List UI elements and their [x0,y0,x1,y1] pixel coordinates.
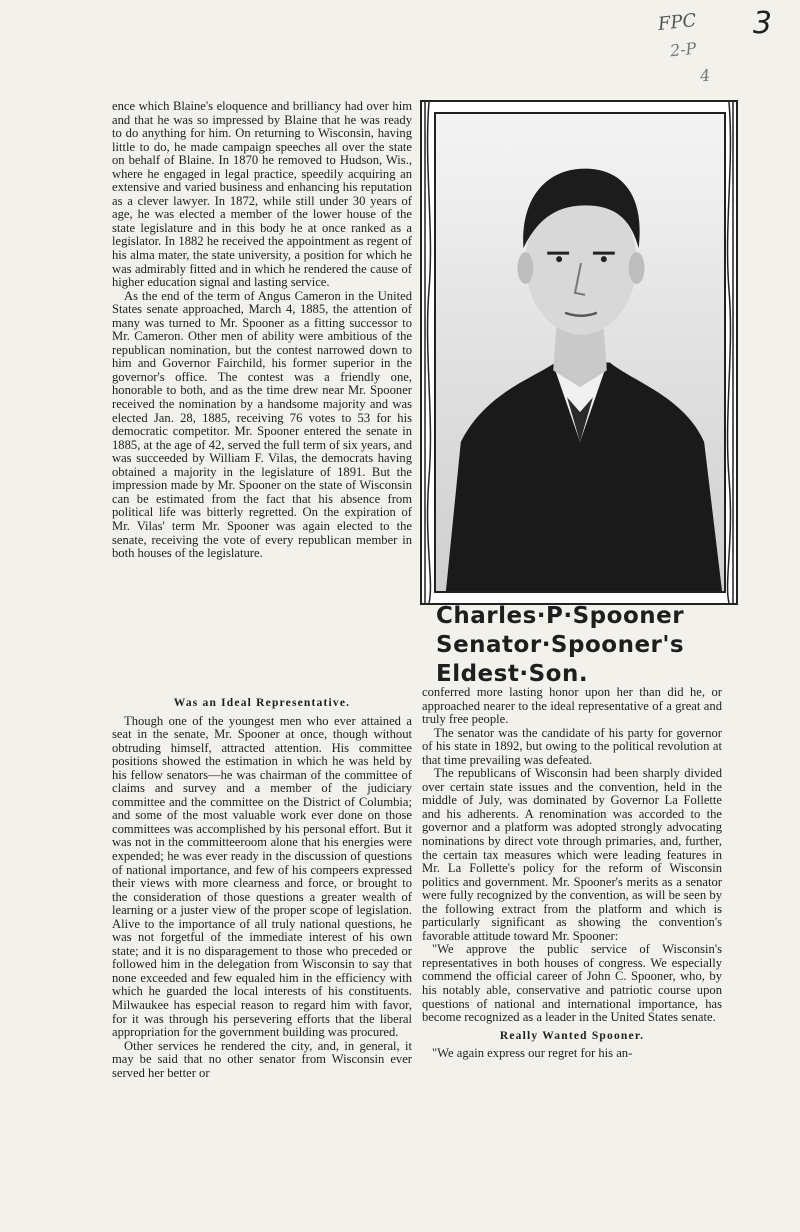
margin-note: 4 [699,65,712,86]
portrait-image [436,114,724,591]
margin-note: FPC [657,10,698,35]
section-heading: Was an Ideal Representative. [173,697,351,709]
article-column-left-bottom [112,692,412,1080]
article-column-left-top [112,100,412,561]
paragraph: "We approve the public service of Wisconsin's representatives in both houses of congress. We especially commend the official career of John C. Spooner, who, by his notably able, conservative and patriotic course upon questions of national and international importance, has become recognized as a leader in the United States senate. [422,942,722,1025]
photo-area [434,112,726,593]
paragraph: As the end of the term of Angus Cameron in the United States senate approached, March 4, 1885, the attention of many was turned to Mr. Spooner as a fitting successor to Mr. Cameron. Other men of ability were ambitious of the republican nomination, but the contest narrowed down to him and Governor Fairchild, his former superior in the governor's office. The contest was a friendly one, honorable to both, and as the time drew near Mr. Spooner received the nomination by a handsome majority and was elected Jan. 28, 1885, receiving 76 votes to 53 for his democratic competitor. Mr. Spooner entered the senate in 1885, at the age of 42, served the full term of six years, and was succeeded by William F. Vilas, the democrats having obtained a majority in the legislature of 1891. But the impression made by Mr. Spooner on the state of Wisconsin can be estimated from the fact that his absence from political life was bitterly regretted. On the expiration of Mr. Vilas' term Mr. Spooner was again elected to the senate, receiving the vote of every republican member in both houses of the legislature. [112,288,412,561]
caption-line: Eldest·Son. [436,661,589,687]
caption-line: Senator·Spooner's [436,632,685,658]
section-heading: Really Wanted Spooner. [499,1029,645,1042]
portrait-photo [420,100,738,605]
page-number: 3 [752,6,772,41]
paragraph: Other services he rendered the city, and, in general, it may be said that no other senator from Wisconsin ever served her better or [112,1038,412,1080]
caption-line: Charles·P·Spooner [436,603,685,629]
paragraph: ence which Blaine's eloquence and brilliancy had over him and that he was so impressed by Blaine that he was ready to do anything for him. On returning to Wisconsin, having little to do, he made campaign speeches all over the state on behalf of Blaine. In 1870 he removed to Hudson, Wis., where he engaged in legal practice, speedily acquiring an extensive and varied business and enhancing his reputation as a clever lawyer. In 1872, while still under 30 years of age, he was elected a member of the lower house of the state legislature and in this body he at once ranked as a legislator. In 1882 he received the appointment as regent of his alma mater, the state university, a position for which he was admirably fitted and in which he rendered the cause of higher education signal and lasting service. [112,99,412,290]
paragraph: conferred more lasting honor upon her than did he, or approached nearer to the ideal representative of a great and truly free people. [422,685,722,727]
article-column-right [422,686,722,1061]
paragraph: The republicans of Wisconsin had been sharply divided over certain state issues and the convention, held in the middle of July, was dominated by Governor La Follette and his adherents. A renomination was accorded to the governor and a platform was adopted strongly advocating nominations by direct vote through primaries, and, further, the certain tax measures which were leading features in Mr. La Follette's policy for the reform of Wisconsin politics and government. Mr. Spooner's merits as a senator were fully recognized by the convention, as will be seen by the following extract from the platform and which is particularly significant as showing the convention's favorable attitude toward Mr. Spooner: [422,766,722,943]
ornament-border-right [722,102,736,603]
photo-caption [436,602,766,689]
paragraph: "We again express our regret for his an- [432,1046,633,1061]
paragraph: The senator was the candidate of his party for governor of his state in 1892, but owing to the political revolution at that time prevailing was defeated. [422,725,722,767]
margin-note: 2-P [669,38,698,61]
paragraph: Though one of the youngest men who ever attained a seat in the senate, Mr. Spooner at once, though without obtruding himself, attracted attention. His committee positions showed the estimation in which he was held by his fellow senators—he was chairman of the committee of claims and survey and a member of the judiciary committee and the committee on the District of Columbia; and some of the most valuable work ever done on those committees was accomplished by his personal effort. But it was not in the committeeroom alone that his energies were expended; he was ever ready in the discussion of questions of national importance, and few of his compeers expressed their views with more clearness and force, or brought to the consideration of those questions a greater wealth of learning or a juster view of the proper scope of legislation. Alive to the importance of all truly national questions, he was not forgetful of the immediate interest of his own state; and it is no disparagement to those who preceded or followed him in the delegation from Wisconsin to say that none exceeded and few equaled him in the efficiency with which he guarded the local interests of his constituents. Milwaukee has especial reason to regard him with favor, for it was through his persevering efforts that the liberal appropriation for the government building was procured. [112,713,412,1040]
handwritten-margin-notes [650,6,750,96]
